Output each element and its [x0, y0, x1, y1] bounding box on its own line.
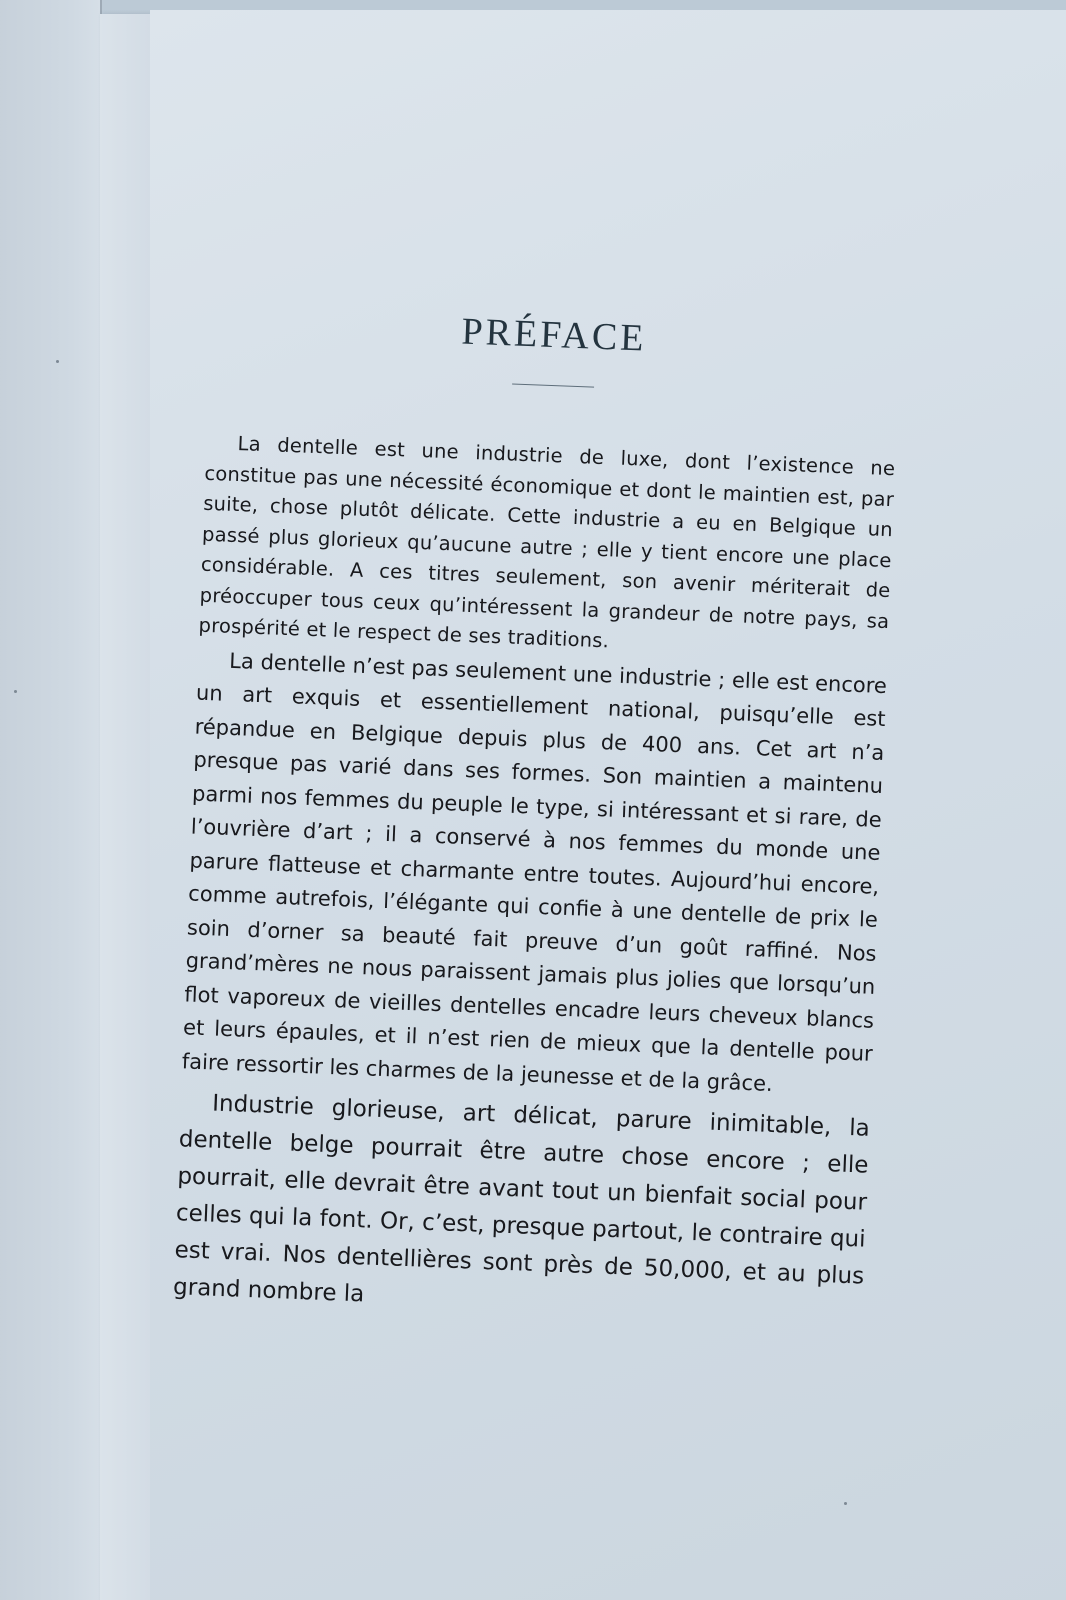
title-rule	[512, 383, 594, 387]
paragraph-2: La dentelle n’est pas seulement une industrie ; elle est encore un art exquis et essentiellement national, puisqu’elle est répandue en Belgique depuis plus de 400 ans. Cet art n’a presque pas varié dans ses formes. Son maintien a maintenu parmi nos femmes du peuple le type, si intéressant et si rare, de l’ouvrière d’art ; il a conservé à nos femmes du monde une parure flatteuse et charmante entre toutes. Aujourd’hui encore, comme autrefois, l’élégante qui confie à une dentelle de prix le soin d’orner sa beauté fait preuve d’un goût raffiné. Nos grand’mères ne nous paraissent jamais plus jolies que lorsqu’un flot vaporeux de vieilles dentelles encadre leurs cheveux blancs et leurs épaules, et il n’est rien de mieux que la dentelle pour faire ressortir les charmes de la jeunesse et de la grâce.	[181, 648, 888, 1096]
paragraph-1: La dentelle est une industrie de luxe, dont l’existence ne constitue pas une nécessité économique et dont le maintien est, par suite, chose plutôt délicate. Cette industrie a eu en Belgique un passé plus glorieux qu’aucune autre ; elle y tient encore une place considérable. A ces titres seulement, son avenir mériterait de préoccuper tous ceux qu’intéressent la grandeur de notre pays, sa prospérité et le respect de ses traditions.	[198, 431, 896, 653]
page-title: PRÉFACE	[460, 310, 648, 360]
paragraph-3: Industrie glorieuse, art délicat, parure inimitable, la dentelle belge pourrait être autre chose encore ; elle pourrait, elle devrait être avant tout un bienfait social pour celles qui la font. Or, c’est, presque partout, le contraire qui est vrai. Nos dentellières sont près de 50,000, et au plus grand nombre la	[172, 1090, 871, 1308]
preface-body	[172, 428, 895, 1333]
